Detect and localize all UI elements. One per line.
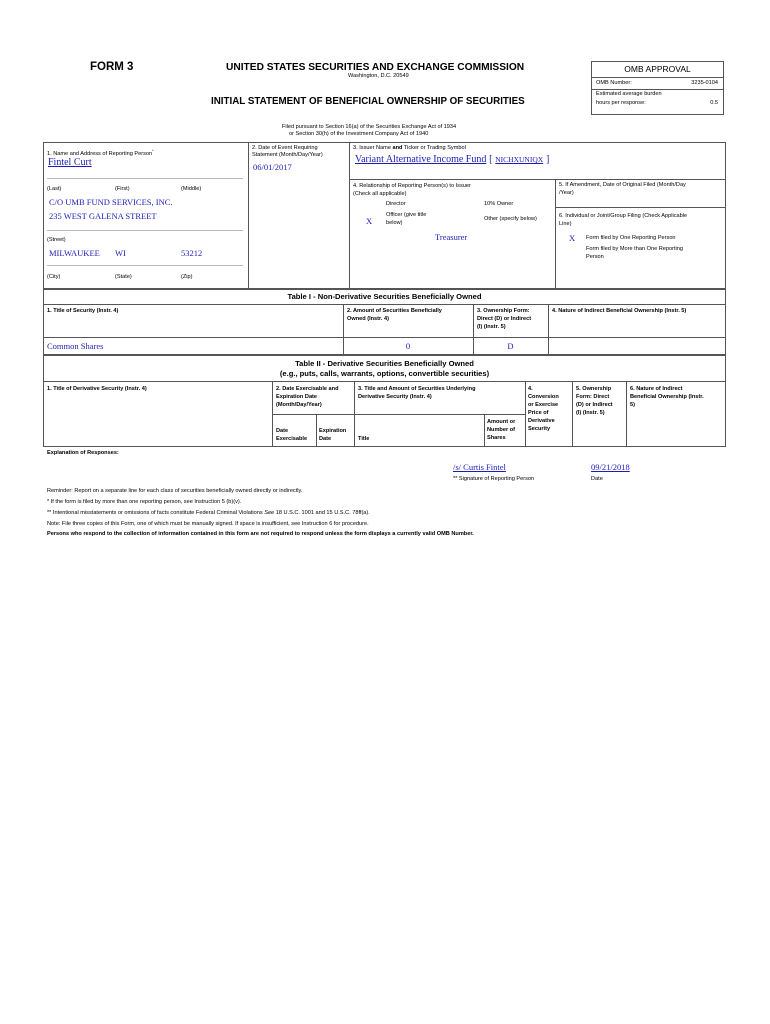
address-line1: C/O UMB FUND SERVICES, INC. xyxy=(49,197,173,207)
note-misstatements: ** Intentional misstatements or omissions of facts constitute Federal Criminal Violations See 18 U.S.C. 1001 and 15 U.S.C. 78ff(a). xyxy=(47,510,370,516)
state-label: (State) xyxy=(115,274,132,280)
table-two-col6-header-3: 5) xyxy=(630,402,635,408)
table-one-col2-header: 2. Amount of Securities Beneficially xyxy=(347,308,442,314)
agency-title: UNITED STATES SECURITIES AND EXCHANGE COMMISSION xyxy=(226,62,525,73)
issuer-line xyxy=(355,154,549,165)
omb-title: OMB APPROVAL xyxy=(624,64,691,74)
persons-respond-note: Persons who respond to the collection of information contained in this form are not required to respond unless the form displays a currently valid OMB Number. xyxy=(47,531,474,537)
filing-option-multiple: Form filed by More than One Reporting xyxy=(586,246,684,252)
table-two-col4-header-6: Security xyxy=(528,426,551,432)
subheader-date-exercisable: Date xyxy=(276,428,289,434)
signature-date-link[interactable]: 09/21/2018 xyxy=(591,462,630,472)
subheader-amount: Amount or xyxy=(487,419,516,425)
table-one-col2-header-2: Owned (Instr. 4) xyxy=(347,316,389,322)
table-two-title: Table II - Derivative Securities Beneficially Owned xyxy=(295,359,474,368)
officer-option: Officer (give title xyxy=(386,212,427,218)
box5-label: 5. If Amendment, Date of Original Filed (Month/Day xyxy=(559,182,686,188)
director-option: Director xyxy=(386,201,406,207)
explanation-of-responses: Explanation of Responses: xyxy=(47,450,119,456)
table-one-col1-header: 1. Title of Security (Instr. 4) xyxy=(47,308,119,314)
subheader-amount-3: Shares xyxy=(487,435,506,441)
box3-label: 3. Issuer Name and Ticker or Trading Symbol xyxy=(353,145,466,151)
table-one-title: Table I - Non-Derivative Securities Beneficially Owned xyxy=(287,292,482,301)
agency-location: Washington, D.C. 20549 xyxy=(348,73,409,79)
filing-option-multiple-2: Person xyxy=(586,254,604,260)
table-row-amount: 0 xyxy=(405,341,411,351)
address-line2: 235 WEST GALENA STREET xyxy=(49,211,157,221)
subheader-amount-2: Number of xyxy=(487,427,515,433)
other-option: Other (specify below) xyxy=(484,216,537,222)
ticker-close: ] xyxy=(545,154,550,165)
individual-filing-check-mark: X xyxy=(569,233,576,243)
filing-option-one: Form filed by One Reporting Person xyxy=(586,235,676,241)
reminder-text: Reminder: Report on a separate line for each class of securities beneficially owned directly or indirectly. xyxy=(47,488,303,494)
table-row-security-title: Common Shares xyxy=(47,341,104,351)
box1-label: 1. Name and Address of Reporting Person* xyxy=(47,148,154,157)
table-two-col5-header-2: Form: Direct xyxy=(576,394,610,400)
event-date: 06/01/2017 xyxy=(253,162,292,172)
table-two-col2-header: 2. Date Exercisable and xyxy=(276,386,339,392)
omb-number-label: OMB Number: xyxy=(596,80,632,86)
reporting-person-name-link[interactable]: Fintel Curt xyxy=(48,157,92,168)
zip-value: 53212 xyxy=(181,248,203,258)
subheader-expiration: Expiration xyxy=(319,428,347,434)
officer-check-mark: X xyxy=(366,216,373,226)
street-label: (Street) xyxy=(47,237,66,243)
note-three-copies: Note: File three copies of this Form, one of which must be manually signed. If space is insufficient, see Instruction 6 for procedure. xyxy=(47,521,369,527)
table-two-col4-header-4: Price of xyxy=(528,410,549,416)
box5-label-2: /Year) xyxy=(559,190,574,196)
state-value: WI xyxy=(115,248,126,258)
subheader-title: Title xyxy=(358,436,370,442)
table-two-col4-header-2: Conversion xyxy=(528,394,559,400)
box6-label-2: Line) xyxy=(559,221,572,227)
note-multiple-persons: * If the form is filed by more than one reporting person, see Instruction 5 (b)(v). xyxy=(47,499,242,505)
table-two-col3-header-2: Derivative Security (Instr. 4) xyxy=(358,394,432,400)
form-label: FORM 3 xyxy=(90,61,134,73)
box4-label-2: (Check all applicable) xyxy=(353,191,407,197)
ticker-symbol-link[interactable]: NICHXUNIQX xyxy=(495,155,544,164)
box2-label-2: Statement (Month/Day/Year) xyxy=(252,152,323,158)
filed-pursuant-line2: or Section 30(h) of the Investment Company Act of 1940 xyxy=(289,131,429,137)
table-two-col5-header-3: (D) or Indirect xyxy=(576,402,613,408)
statement-title: INITIAL STATEMENT OF BENEFICIAL OWNERSHIP OF SECURITIES xyxy=(211,96,525,107)
omb-approval-box xyxy=(591,61,724,115)
table-row-ownership-form: D xyxy=(507,341,514,351)
issuer-name-link[interactable]: Variant Alternative Income Fund xyxy=(355,154,487,165)
first-label: (First) xyxy=(115,186,130,192)
table-one-col3-header: 3. Ownership Form: xyxy=(477,308,530,314)
box4-label: 4. Relationship of Reporting Person(s) to Issuer xyxy=(353,183,471,189)
table-two-col5-header: 5. Ownership xyxy=(576,386,612,392)
table-two-subtitle: (e.g., puts, calls, warrants, options, convertible securities) xyxy=(279,369,490,378)
table-one-col4-header: 4. Nature of Indirect Beneficial Ownership (Instr. 5) xyxy=(552,308,687,314)
subheader-expiration-2: Date xyxy=(319,436,332,442)
omb-number-value: 3235-0104 xyxy=(691,80,718,86)
table-one-col3-header-3: (I) (Instr. 5) xyxy=(477,324,506,330)
city-label: (City) xyxy=(47,274,61,280)
table-two-col1-header: 1. Title of Derivative Security (Instr. 4) xyxy=(47,386,147,392)
table-two-col5-header-4: (I) (Instr. 5) xyxy=(576,410,605,416)
ticker-open: [ xyxy=(489,154,493,165)
omb-burden-label-2: hours per response: xyxy=(596,100,646,106)
table-two-col4-header-3: or Exercise xyxy=(528,402,559,408)
city-value: MILWAUKEE xyxy=(49,248,100,258)
table-two-col2-header-2: Expiration Date xyxy=(276,394,318,400)
table-two-col4-header: 4. xyxy=(528,386,533,392)
signature-label: ** Signature of Reporting Person xyxy=(453,476,535,482)
table-one-col3-header-2: Direct (D) or Indirect xyxy=(477,316,532,322)
omb-burden-value: 0.5 xyxy=(710,100,718,106)
box6-label: 6. Individual or Joint/Group Filing (Check Applicable xyxy=(559,213,688,219)
last-label: (Last) xyxy=(47,186,62,192)
table-two-col3-header: 3. Title and Amount of Securities Underlying xyxy=(358,386,476,392)
table-two-col2-header-3: (Month/Day/Year) xyxy=(276,402,322,408)
table-two-col6-header-2: Beneficial Ownership (Instr. xyxy=(630,394,704,400)
signature-link[interactable]: /s/ Curtis Fintel xyxy=(453,462,506,472)
table-two-col6-header: 6. Nature of Indirect xyxy=(630,386,683,392)
subheader-date-exercisable-2: Exercisable xyxy=(276,436,308,442)
middle-label: (Middle) xyxy=(181,186,202,192)
table-two-col4-header-5: Derivative xyxy=(528,418,555,424)
zip-label: (Zip) xyxy=(181,274,193,280)
ten-percent-owner-option: 10% Owner xyxy=(484,201,514,207)
officer-title: Treasurer xyxy=(435,232,468,242)
officer-option-2: below) xyxy=(386,220,403,226)
date-label: Date xyxy=(591,476,603,482)
omb-burden-label: Estimated average burden xyxy=(596,91,662,97)
box2-label: 2. Date of Event Requiring xyxy=(252,145,318,151)
filed-pursuant-line1: Filed pursuant to Section 16(a) of the Securities Exchange Act of 1934 xyxy=(282,124,457,130)
